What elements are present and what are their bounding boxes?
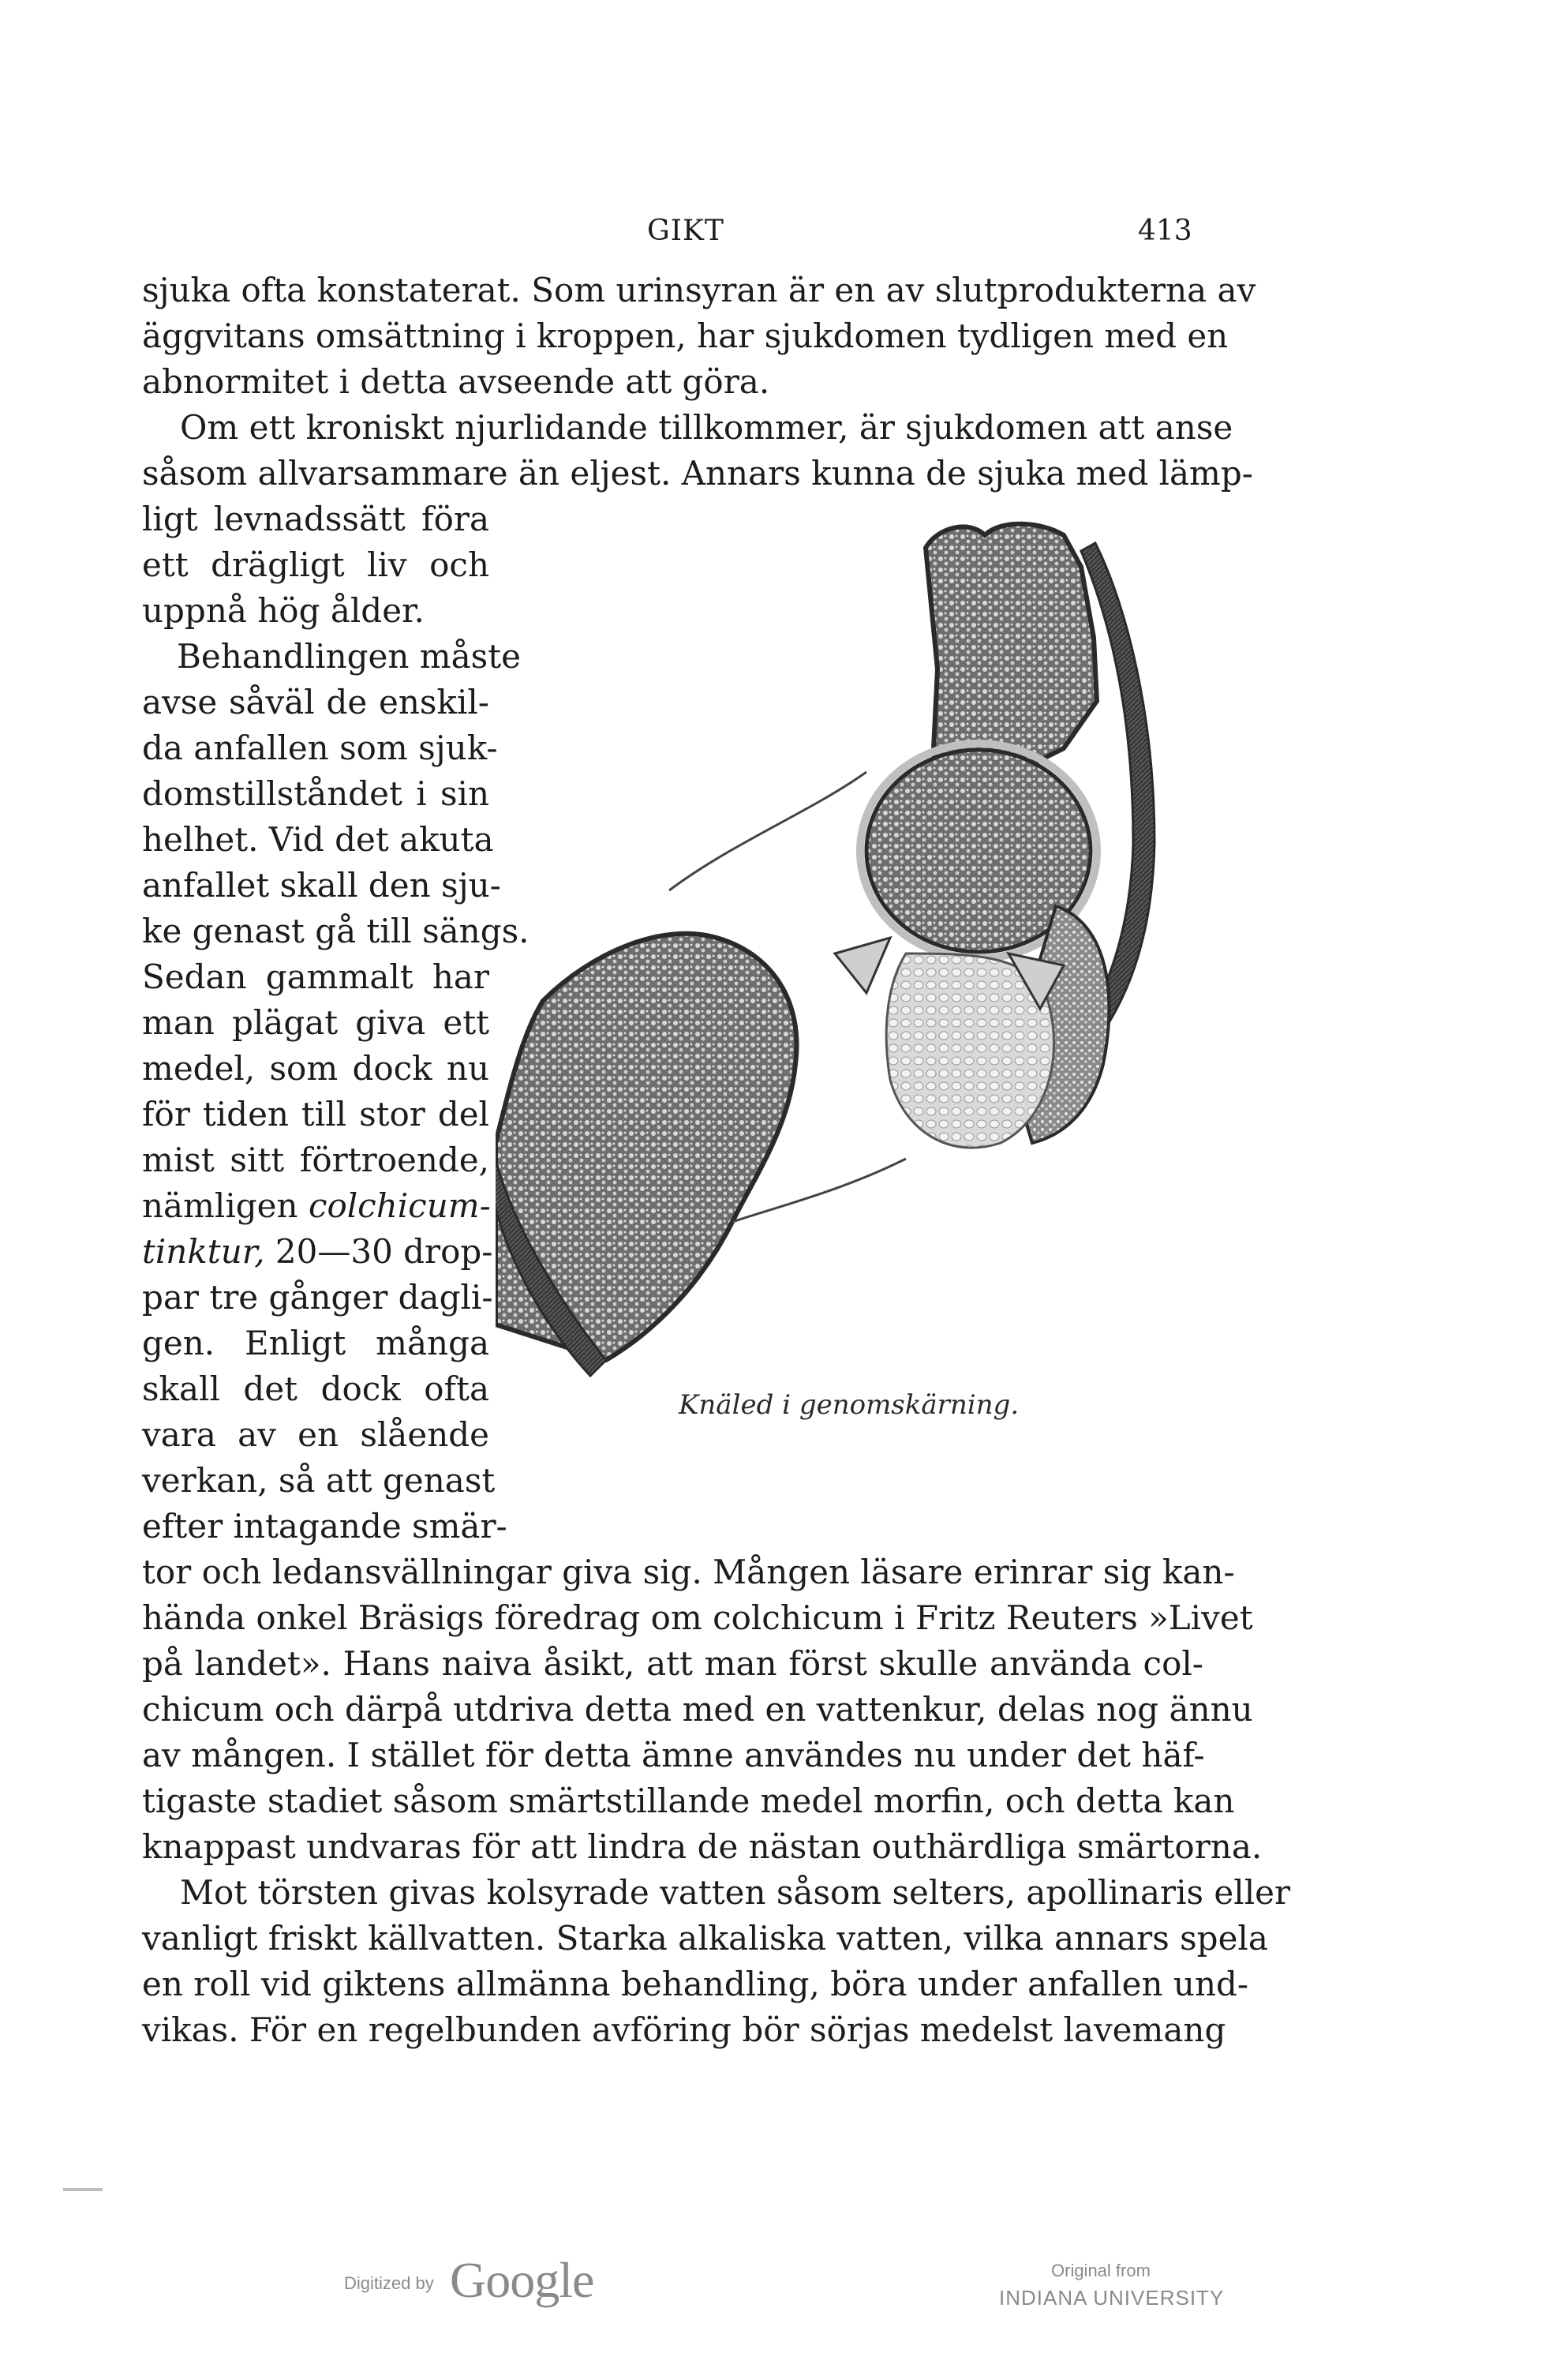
text-line: ligt levnadssätt föra	[142, 500, 489, 538]
digitized-by-label: Digitized by	[344, 2273, 434, 2293]
text-line: helhet. Vid det akuta	[142, 820, 494, 859]
running-title: GIKT	[647, 215, 724, 247]
text-line: äggvitans omsättning i kroppen, har sjukdomen tydligen med en	[142, 317, 1229, 355]
text-line: domstillståndet i sin	[142, 774, 489, 813]
text-line: verkan, så att genast	[142, 1461, 496, 1500]
knee-section-drawing	[496, 511, 1203, 1388]
text-segment: 20—30 drop-	[275, 1232, 493, 1271]
text-line: efter intagande smär-	[142, 1507, 507, 1546]
text-line: såsom allvarsammare än eljest. Annars kunna de sjuka med lämp-	[142, 454, 1253, 493]
text-line: tigaste stadiet såsom smärtstillande medel morfin, och detta kan	[142, 1782, 1235, 1820]
text-line: man plägat giva ett	[142, 1003, 489, 1042]
text-line: mist sitt förtroende,	[142, 1141, 489, 1179]
text-line	[142, 1230, 493, 1274]
text-line: tor och ledansvällningar giva sig. Mången läsare erinrar sig kan-	[142, 1553, 1235, 1591]
knee-joint-illustration	[496, 511, 1203, 1388]
text-line: vanligt friskt källvatten. Starka alkaliska vatten, vilka annars spela	[142, 1919, 1268, 1958]
text-line: abnormitet i detta avseende att göra.	[142, 362, 770, 401]
text-line: anfallet skall den sju-	[142, 866, 501, 905]
text-line: ke genast gå till sängs.	[142, 912, 530, 950]
text-line: par tre gånger dagli-	[142, 1278, 493, 1317]
text-line: da anfallen som sjuk-	[142, 729, 498, 767]
original-from-label: Original from	[1051, 2261, 1151, 2280]
page-header	[0, 215, 1568, 254]
figure-caption: Knäled i genomskärning.	[679, 1389, 1020, 1421]
text-line: vara av en slående	[142, 1415, 489, 1454]
text-line: av mången. I stället för detta ämne användes nu under det häf-	[142, 1736, 1205, 1774]
text-line: Sedan gammalt har	[142, 957, 489, 996]
page-number: 413	[1138, 215, 1192, 247]
text-line: vikas. För en regelbunden avföring bör sörjas medelst lavemang	[142, 2010, 1226, 2049]
text-line: chicum och därpå utdriva detta med en vattenkur, delas nog ännu	[142, 1690, 1253, 1729]
text-line: en roll vid giktens allmänna behandling, böra under anfallen und-	[142, 1965, 1249, 2003]
text-segment: nämligen	[142, 1186, 298, 1225]
text-line: för tiden till stor del	[142, 1095, 489, 1133]
text-line: avse såväl de enskil-	[142, 683, 489, 721]
text-line	[142, 1184, 491, 1228]
text-line: uppnå hög ålder.	[142, 591, 425, 630]
text-line: sjuka ofta konstaterat. Som urinsyran är en av slutprodukterna av	[142, 271, 1256, 309]
text-line: knappast undvaras för att lindra de nästan outhärdliga smärtorna.	[142, 1827, 1263, 1866]
text-line: skall det dock ofta	[142, 1369, 489, 1408]
text-line: gen. Enligt många	[142, 1324, 489, 1362]
italic-term: colchicum-	[308, 1186, 491, 1225]
google-logo: Google	[450, 2252, 594, 2308]
text-line: Om ett kroniskt njurlidande tillkommer, är sjukdomen att anse	[180, 408, 1233, 447]
text-line: på landet». Hans naiva åsikt, att man först skulle använda col-	[142, 1644, 1203, 1683]
scan-mark	[63, 2188, 103, 2191]
text-line: Behandlingen måste	[177, 637, 521, 676]
university-label: INDIANA UNIVERSITY	[999, 2286, 1225, 2310]
text-line: ett drägligt liv och	[142, 545, 489, 584]
italic-term: tinktur,	[142, 1232, 265, 1271]
text-line: Mot törsten givas kolsyrade vatten såsom selters, apollinaris eller	[180, 1873, 1291, 1912]
text-line: medel, som dock nu	[142, 1049, 489, 1088]
text-line: hända onkel Bräsigs föredrag om colchicum i Fritz Reuters »Livet	[142, 1598, 1253, 1637]
